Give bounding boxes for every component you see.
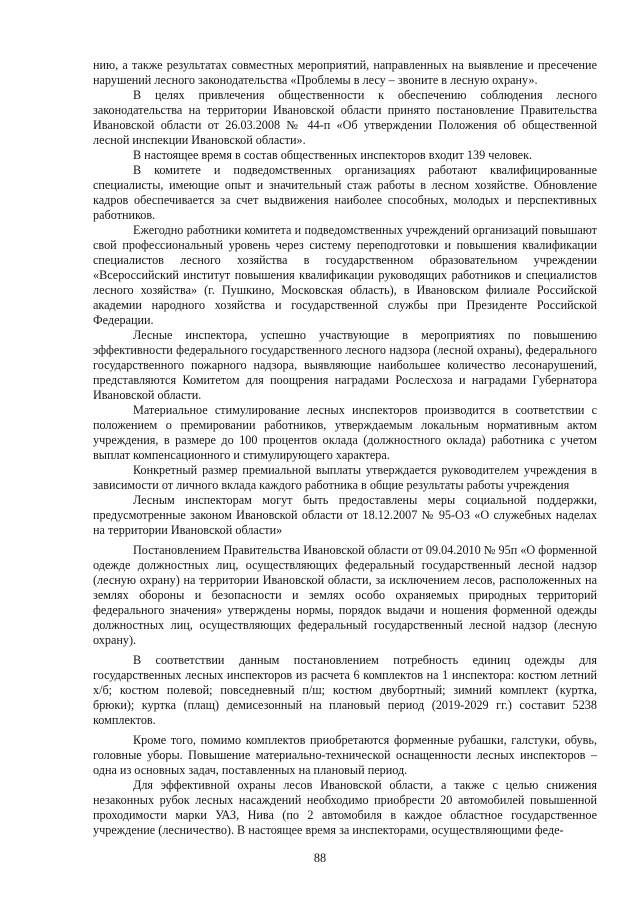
paragraph: В комитете и подведомственных организациях работают квалифицированные специалисты, имеющие опыт и значительный стаж работы в лесном хозяйстве. Обновление кадров обеспечивается за счет выдвижения наиболее способных, молодых и перспективных работников. xyxy=(93,163,597,222)
paragraph: Постановлением Правительства Ивановской области от 09.04.2010 № 95п «О форменной одежде должностных лиц, осуществляющих федеральный государственный лесной надзор (лесную охрану) на территории Ивановской области, за исключением лесов, расположенных на землях обороны и безопасности и землях особо охраняемых природных территорий федерального значения» утверждены нормы, порядок выдачи и ношения форменной одежды должностных лиц, осуществляющих федеральный государственный лесной надзор (лесную охрану). xyxy=(93,543,597,647)
paragraph: Лесные инспектора, успешно участвующие в мероприятиях по повышению эффективности федерального государственного лесного надзора (лесной охраны), федерального государственного пожарного надзора, выявляющие наибольшее количество лесонарушений, представляются Комитетом для поощрения наградами Рослесхоза и наградами Губернатора Ивановской области. xyxy=(93,328,597,402)
paragraph: В целях привлечения общественности к обеспечению соблюдения лесного законодательства на территории Ивановской области принято постановление Правительства Ивановской области от 26.03.2008 № 44-п «Об утверждении Положения об общественной лесной инспекции Ивановской области». xyxy=(93,88,597,147)
document-body xyxy=(93,58,597,838)
paragraph: Конкретный размер премиальной выплаты утверждается руководителем учреждения в зависимости от личного вклада каждого работника в общие результаты работы учреждения xyxy=(93,463,597,492)
paragraph: Лесным инспекторам могут быть предоставлены меры социальной поддержки, предусмотренные законом Ивановской области от 18.12.2007 № 95-ОЗ «О служебных наделах на территории Ивановской области» xyxy=(93,493,597,537)
paragraph: В соответствии данным постановлением потребность единиц одежды для государственных лесных инспекторов из расчета 6 комплектов на 1 инспектора: костюм летний х/б; костюм полевой; повседневный п/ш; костюм двубортный; зимний комплект (куртка, брюки); куртка (плащ) демисезонный на плановый период (2019-2029 гг.) составит 5238 комплектов. xyxy=(93,653,597,727)
paragraph: нию, а также результатах совместных мероприятий, направленных на выявление и пресечение нарушений лесного законодательства «Проблемы в лесу – звоните в лесную охрану». xyxy=(93,58,597,87)
paragraph: Материальное стимулирование лесных инспекторов производится в соответствии с положением о премировании работников, утверждаемым локальным нормативным актом учреждения, в размере до 100 процентов оклада (должностного оклада) работника с учетом выплат компенсационного и стимулирующего характера. xyxy=(93,403,597,462)
paragraph: Кроме того, помимо комплектов приобретаются форменные рубашки, галстуки, обувь, головные уборы. Повышение материально-технической оснащенности лесных инспекторов – одна из основных задач, поставленных на плановый период. xyxy=(93,733,597,777)
paragraph: В настоящее время в состав общественных инспекторов входит 139 человек. xyxy=(133,148,533,162)
paragraph: Ежегодно работники комитета и подведомственных учреждений организаций повышают свой профессиональный уровень через систему переподготовки и повышения квалификации специалистов лесного хозяйства в государственном образовательном учреждении «Всероссийский институт повышения квалификации руководящих работников и специалистов лесного хозяйства» (г. Пушкино, Московская область), в Ивановском филиале Российской академии народного хозяйства и государственной службы при Президенте Российской Федерации. xyxy=(93,223,597,327)
page-number: 88 xyxy=(313,851,327,865)
paragraph: Для эффективной охраны лесов Ивановской области, а также с целью снижения незаконных рубок лесных насаждений необходимо приобрести 20 автомобилей повышенной проходимости марки УАЗ, Нива (по 2 автомобиля в каждое областное государственное учреждение (лесничество). В настоящее время за инспекторами, осуществляющими феде- xyxy=(93,778,597,837)
